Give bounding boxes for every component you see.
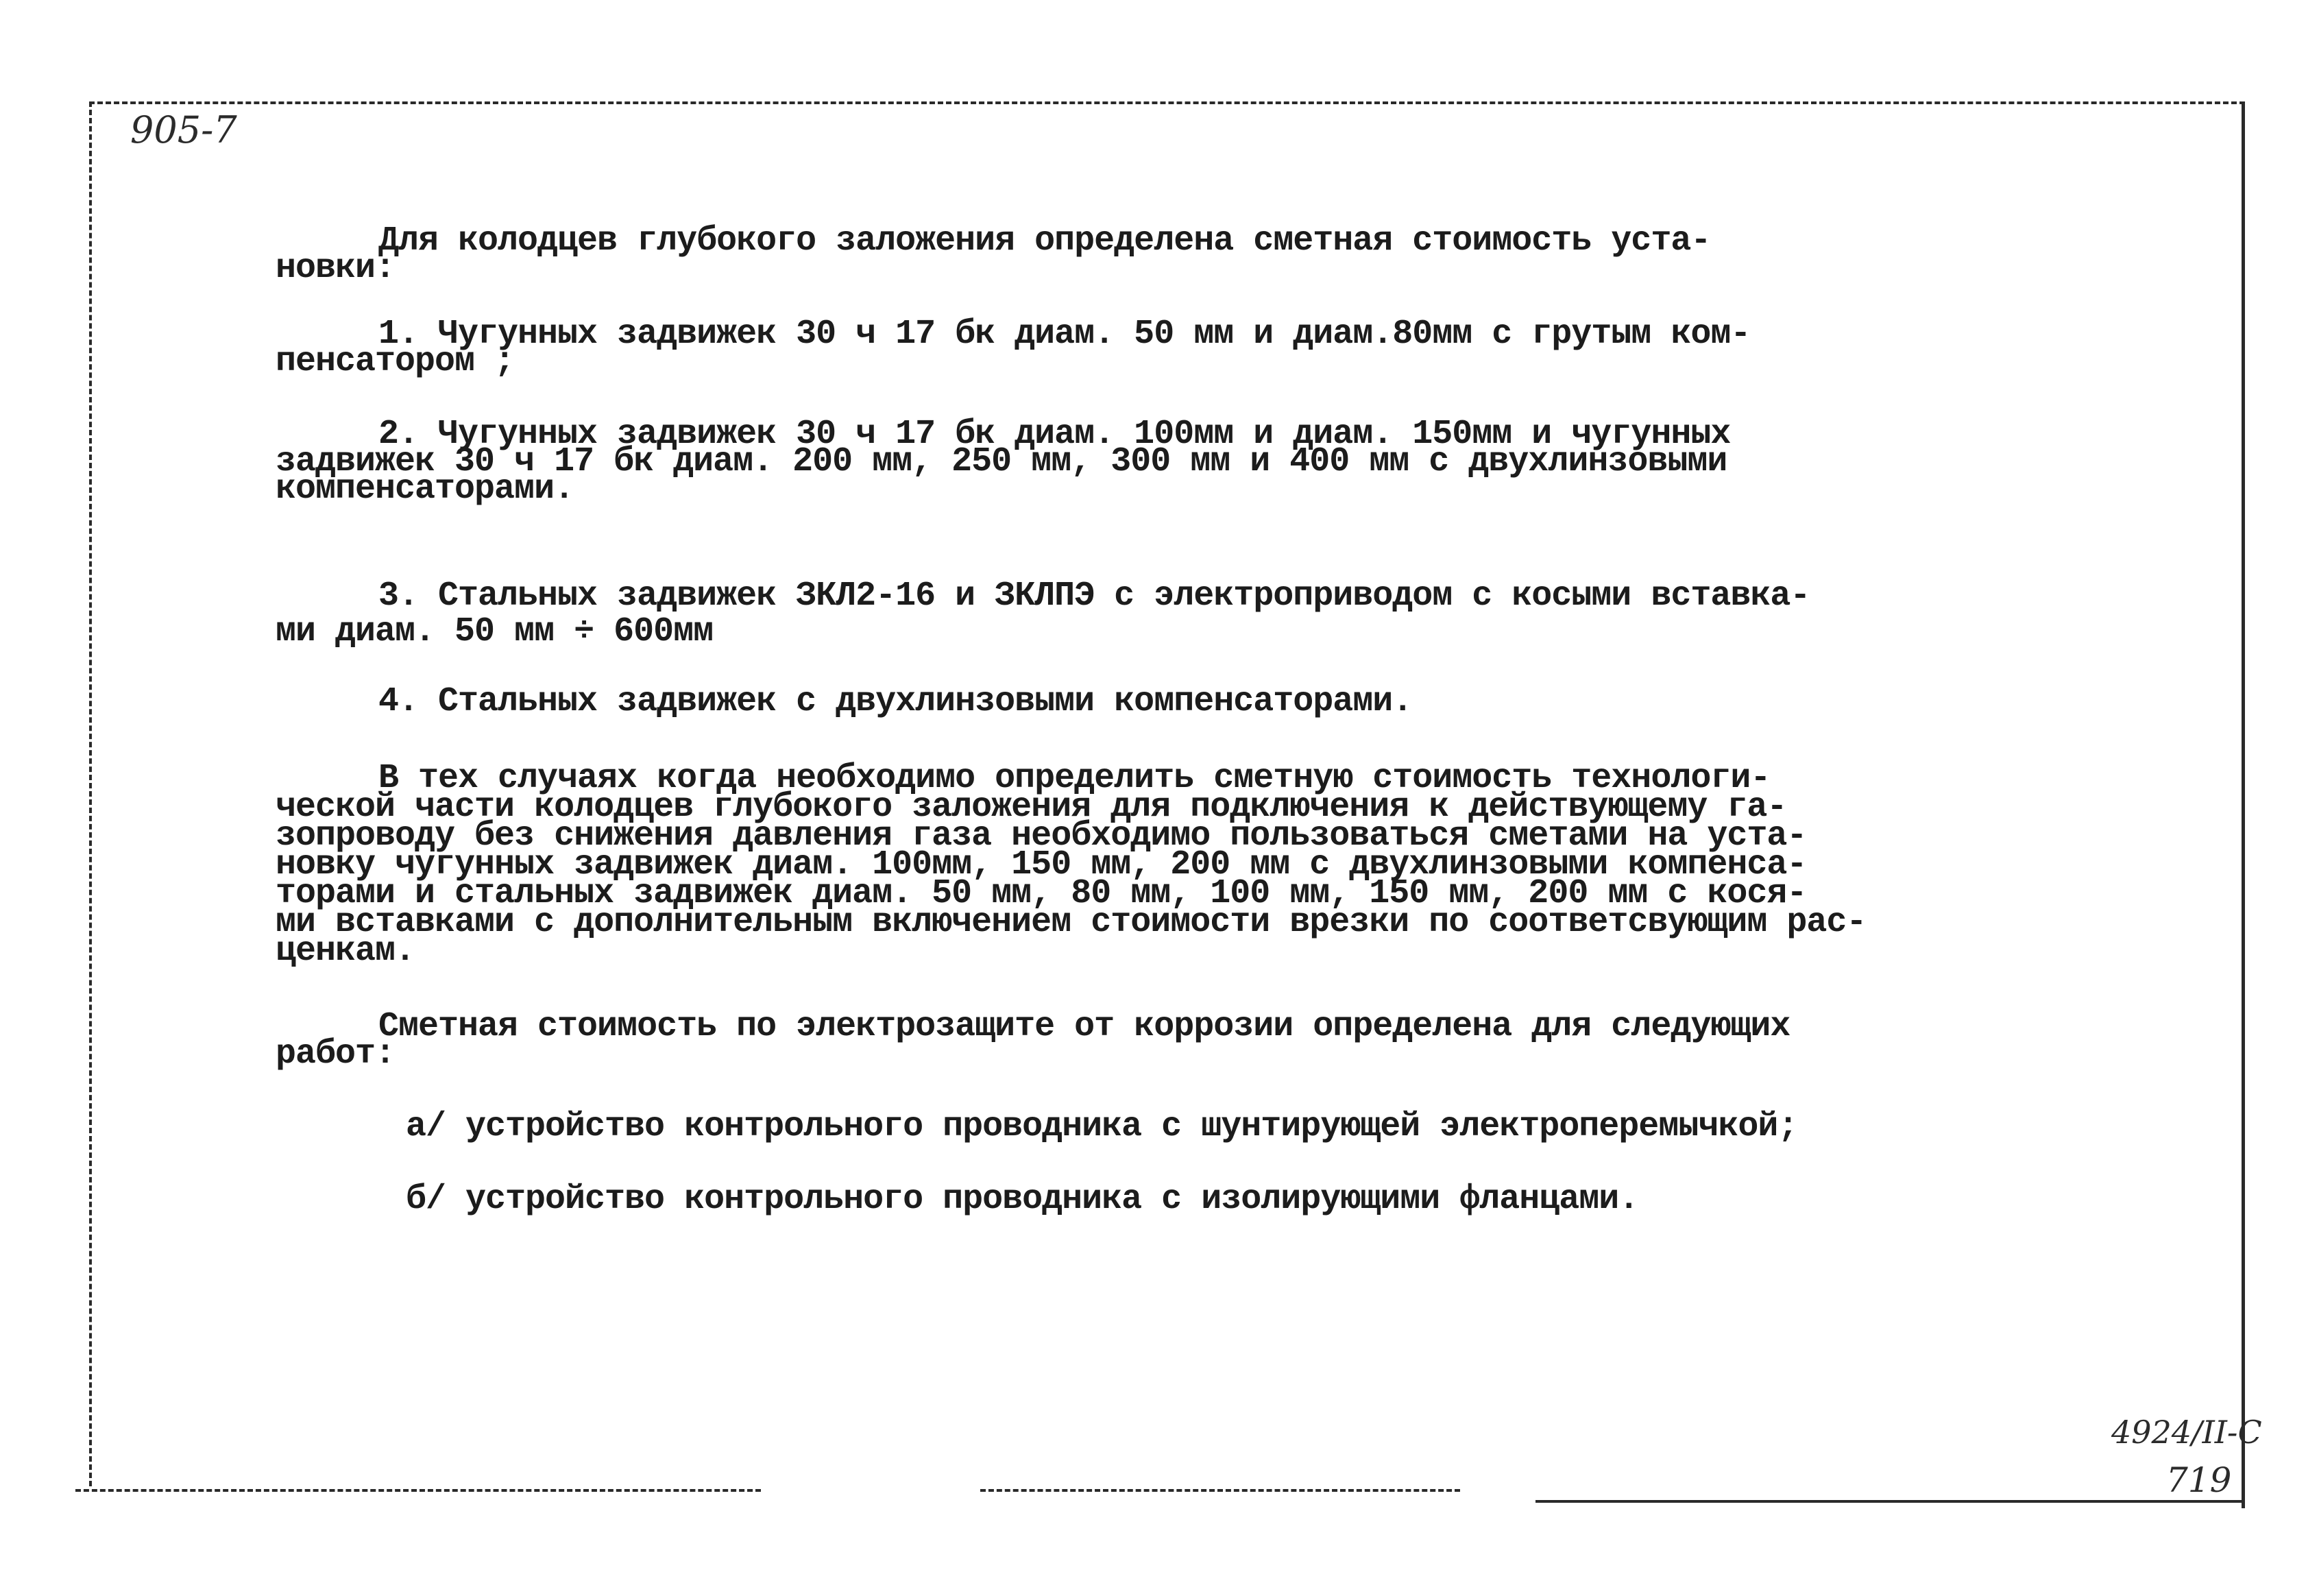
text-line: торами и стальных задвижек диам. 50 мм, 80 мм, 100 мм, 150 мм, 200 мм с кося- (276, 874, 1807, 913)
text-line: новку чугунных задвижек диам. 100мм, 150 мм, 200 мм с двухлинзовыми компенса- (276, 845, 1807, 884)
text-line: 1. Чугунных задвижек 30 ч 17 бк диам. 50 мм и диам.80мм с грутым ком- (378, 315, 1751, 354)
page-number: 719 (2166, 1460, 2232, 1500)
body-paragraph (276, 1007, 2058, 1074)
frame-right-border (2242, 103, 2245, 1508)
text-line: пенсатором ; (276, 342, 515, 381)
text-line: 4. Стальных задвижек с двухлинзовыми компенсаторами. (378, 682, 1413, 721)
list-item (276, 315, 2058, 381)
text-line: 2. Чугунных задвижек 30 ч 17 бк диам. 100мм и диам. 150мм и чугунных (378, 415, 1731, 454)
text-line: 3. Стальных задвижек ЗКЛ2-16 и ЗКЛПЭ с электроприводом с косыми вставка- (378, 577, 1810, 616)
list-item (276, 577, 2058, 651)
text-line: б/ устройство контрольного проводника с изолирующими фланцами. (406, 1180, 1639, 1219)
text-line: ческой части колодцев глубокого заложения для подключения к действующему га- (276, 788, 1787, 827)
document-code: 905-7 (130, 108, 237, 152)
list-item (276, 682, 2058, 721)
text-line: ми вставками с дополнительным включением стоимости врезки по соответсвующим рас- (276, 903, 1867, 942)
text-line: Сметная стоимость по электрозащите от коррозии определена для следующих (378, 1007, 1790, 1046)
footer-code: 4924/II-C (2111, 1414, 2262, 1451)
frame-bottom-border (980, 1489, 1460, 1492)
text-line: а/ устройство контрольного проводника с шунтирующей электроперемычкой; (406, 1107, 1798, 1146)
text-line: ми диам. 50 мм ÷ 600мм (276, 612, 714, 651)
frame-top-border (89, 101, 2245, 104)
text-line: задвижек 30 ч 17 бк диам. 200 мм, 250 мм, 300 мм и 400 мм с двухлинзовыми (276, 442, 1727, 481)
frame-left-border (89, 101, 92, 1486)
document-body (276, 221, 2058, 1219)
text-line: В тех случаях когда необходимо определить сметную стоимость технологи- (378, 759, 1771, 798)
frame-bottom-border (1535, 1500, 2245, 1503)
sub-list-item (276, 1180, 2058, 1219)
frame-bottom-border (75, 1489, 761, 1492)
text-line: Для колодцев глубокого заложения определена сметная стоимость уста- (378, 221, 1711, 261)
text-line: работ: (276, 1035, 396, 1074)
text-line: компенсаторами. (276, 470, 574, 509)
body-paragraph (276, 759, 2058, 971)
list-item (276, 415, 2058, 509)
text-line: ценкам. (276, 932, 415, 971)
text-line: новки: (276, 249, 396, 288)
intro-paragraph (276, 221, 2058, 288)
text-line: зопроводу без снижения давления газа необходимо пользоваться сметами на уста- (276, 817, 1807, 856)
sub-list-item (276, 1107, 2058, 1146)
